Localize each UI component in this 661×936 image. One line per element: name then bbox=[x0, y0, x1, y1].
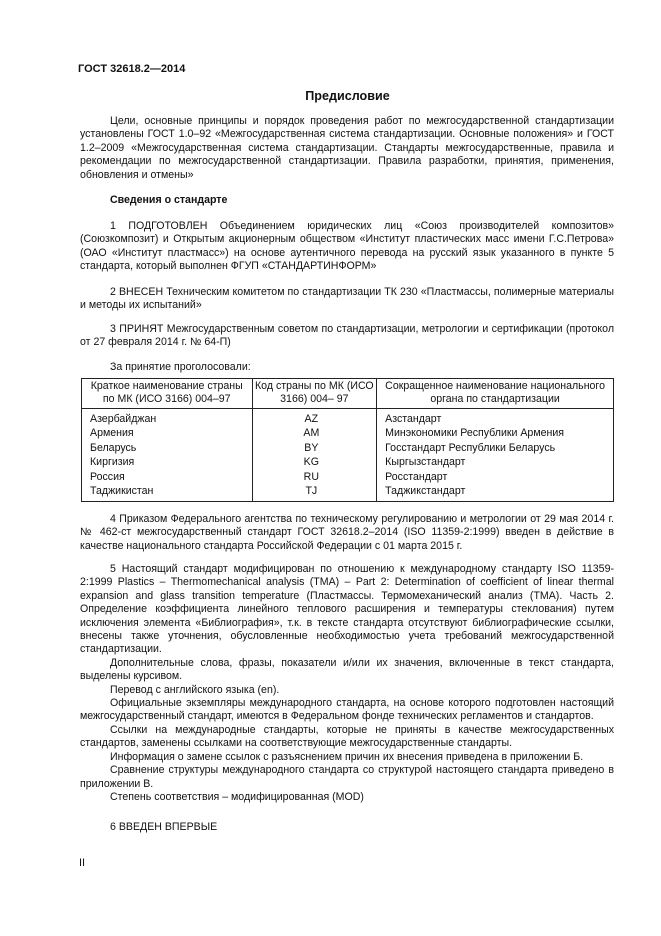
item-5-italic-note: Дополнительные слова, фразы, показатели и/или их значения, включенные в текст стандарта, выделены курсивом. bbox=[80, 656, 614, 683]
table-cell-body: Азстандарт bbox=[377, 408, 614, 426]
table-cell-code: RU bbox=[252, 470, 377, 485]
table-row bbox=[82, 441, 614, 456]
page-number: II bbox=[79, 857, 86, 869]
table-cell-code: AZ bbox=[252, 408, 377, 426]
table-cell-code: KG bbox=[252, 455, 377, 470]
table-cell-country: Киргизия bbox=[82, 455, 253, 470]
table-row bbox=[82, 470, 614, 485]
table-cell-body: Кыргызстандарт bbox=[377, 455, 614, 470]
item-5-conformity-degree: Степень соответствия – модифицированная (MOD) bbox=[110, 790, 364, 803]
section-heading: Сведения о стандарте bbox=[110, 194, 228, 206]
table-header-row bbox=[82, 379, 614, 409]
table-row bbox=[82, 484, 614, 501]
standard-code-header: ГОСТ 32618.2—2014 bbox=[78, 63, 186, 75]
table-header-body: Сокращенное наименование национального органа по стандартизации bbox=[377, 379, 614, 409]
item-5-references-note: Ссылки на международные стандарты, которые не приняты в качестве межгосударственных стандартов, заменены ссылками на соответствующие межгосударственные стандарты. bbox=[80, 723, 614, 750]
item-2-paragraph: 2 ВНЕСЕН Техническим комитетом по стандартизации ТК 230 «Пластмассы, полимерные материалы и методы их испытаний» bbox=[80, 286, 614, 312]
item-5-official-copies: Официальные экземпляры международного стандарта, на основе которого подготовлен настоящий межгосударственный стандарт, имеются в Федеральном фонде технических регламентов и стандартов. bbox=[80, 697, 614, 723]
item-3-block bbox=[80, 323, 614, 350]
table-cell-code: AM bbox=[252, 426, 377, 441]
table-cell-code: TJ bbox=[252, 484, 377, 501]
item-5-translation-note: Перевод с английского языка (en). bbox=[110, 683, 280, 696]
item-5-paragraph: 5 Настоящий стандарт модифицирован по отношению к международному стандарту ISO 11359-2:1999 Plastics – Thermomechanical analysis (TMA) – Part 2: Determination of coefficient of linear thermal expansion and glass transition temperature (Пластмассы. Термомеханический анализ (ТМА). Часть 2. Определение коэффициента линейного теплового расширения и температуры стеклования) путем исключения элемента «Библиография», т.к. в тексте стандарта отсутствуют библиографические ссылки, внесены также уточнения, обусловленные необходимостью учета требований межгосударственной стандартизации. bbox=[80, 563, 614, 656]
item-2-block bbox=[80, 286, 614, 313]
page-title: Предисловие bbox=[305, 89, 390, 103]
table-cell-body: Госстандарт Республики Беларусь bbox=[377, 441, 614, 456]
item-5-block bbox=[80, 563, 614, 804]
intro-block bbox=[80, 115, 614, 182]
vote-caption: За принятие проголосовали: bbox=[110, 361, 251, 373]
item-6-block bbox=[80, 821, 614, 834]
intro-paragraph: Цели, основные принципы и порядок проведения работ по межгосударственной стандартизации установлены ГОСТ 1.0–92 «Межгосударственная система стандартизации. Основные положения» и ГОСТ 1.2–2009 «Межгосударственная система стандартизации. Стандарты межгосударственные, правила и рекомендации по межгосударственной стандартизации. Правила разработки, принятия, применения, обновления и отмены» bbox=[80, 115, 614, 181]
item-1-paragraph: 1 ПОДГОТОВЛЕН Объединением юридических лиц «Союз производителей композитов» (Союзкомпозит) и Открытым акционерным обществом «Институт пластических масс имени Г.С.Петрова» (ОАО «Институт пластмасс») на основе аутентичного перевода на русский язык указанного в пункте 5 стандарта, который выполнен ФГУП «СТАНДАРТИНФОРМ» bbox=[80, 220, 614, 273]
vote-caption-block bbox=[80, 361, 614, 374]
section-heading-block bbox=[80, 194, 614, 207]
table-cell-country: Армения bbox=[82, 426, 253, 441]
table-row bbox=[82, 455, 614, 470]
table-cell-country: Беларусь bbox=[82, 441, 253, 456]
item-5-annex-b-note: Информация о замене ссылок с разъяснением причин их внесения приведена в приложении Б. bbox=[110, 750, 584, 763]
table-row bbox=[82, 408, 614, 426]
table-cell-country: Таджикистан bbox=[82, 484, 253, 501]
table-header-code: Код страны по МК (ИСО 3166) 004– 97 bbox=[252, 379, 377, 409]
item-3-paragraph: 3 ПРИНЯТ Межгосударственным советом по стандартизации, метрологии и сертификации (протокол от 27 февраля 2014 г. № 64-П) bbox=[80, 323, 614, 349]
table-cell-code: BY bbox=[252, 441, 377, 456]
voting-table-wrapper bbox=[81, 378, 614, 502]
item-1-block bbox=[80, 220, 614, 274]
item-4-paragraph: 4 Приказом Федерального агентства по техническому регулированию и метрологии от 29 мая 2014 г. № 462-ст межгосударственный стандарт ГОСТ 32618.2–2014 (ISO 11359-2:1999) введен в действие в качестве национального стандарта Российской Федерации с 01 марта 2015 г. bbox=[80, 513, 614, 552]
voting-table bbox=[81, 378, 614, 502]
table-cell-country: Россия bbox=[82, 470, 253, 485]
table-cell-body: Росстандарт bbox=[377, 470, 614, 485]
table-row bbox=[82, 426, 614, 441]
table-cell-body: Таджикстандарт bbox=[377, 484, 614, 501]
table-header-country: Краткое наименование страны по МК (ИСО 3166) 004–97 bbox=[82, 379, 253, 409]
table-cell-body: Минэкономики Республики Армения bbox=[377, 426, 614, 441]
table-cell-country: Азербайджан bbox=[82, 408, 253, 426]
item-6-paragraph: 6 ВВЕДЕН ВПЕРВЫЕ bbox=[110, 821, 218, 833]
item-5-annex-c-note: Сравнение структуры международного стандарта со структурой настоящего стандарта приведено в приложении В. bbox=[80, 764, 614, 790]
item-4-block bbox=[80, 513, 614, 553]
